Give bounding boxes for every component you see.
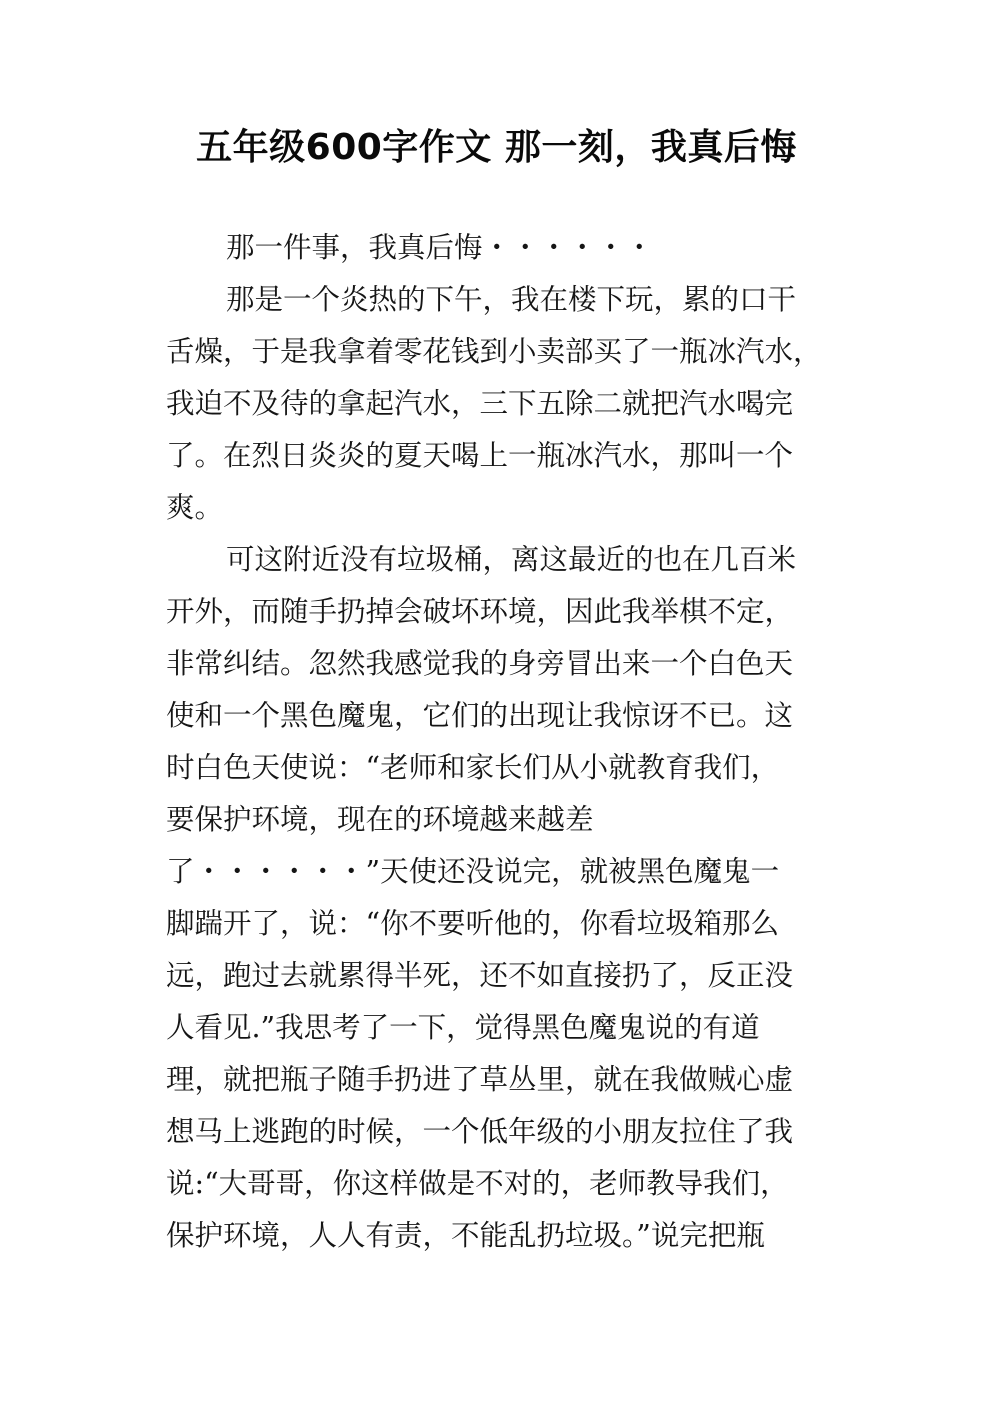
paragraph-line: 开外，而随手扔掉会破坏环境，因此我举棋不定，	[166, 595, 794, 628]
paragraph-line: 要保护环境，现在的环境越来越差	[166, 803, 594, 836]
paragraph-line: 舌燥，于是我拿着零花钱到小卖部买了一瓶冰汽水，	[166, 335, 822, 368]
paragraph-line: 非常纠结。忽然我感觉我的身旁冒出来一个白色天	[166, 647, 794, 680]
paragraph-line: 远，跑过去就累得半死，还不如直接扔了，反正没	[166, 959, 794, 992]
paragraph-line: 保护环境，人人有责，不能乱扔垃圾。”说完把瓶	[166, 1219, 765, 1252]
document-title: 五年级600字作文 那一刻，我真后悔	[196, 127, 797, 168]
paragraph-line: 了。在烈日炎炎的夏天喝上一瓶冰汽水，那叫一个	[166, 439, 794, 472]
paragraph-line: 爽。	[166, 491, 224, 524]
paragraph-line: 那是一个炎热的下午，我在楼下玩，累的口干	[226, 283, 797, 316]
paragraph-line: 理，就把瓶子随手扔进了草丛里，就在我做贼心虚	[166, 1063, 794, 1096]
paragraph-line: 可这附近没有垃圾桶，离这最近的也在几百米	[226, 543, 797, 576]
paragraph-line: 使和一个黑色魔鬼，它们的出现让我惊讶不已。这	[166, 699, 794, 732]
paragraph-line: 脚踹开了，说：“你不要听他的，你看垃圾箱那么	[166, 907, 780, 940]
paragraph-line: 人看见.”我思考了一下，觉得黑色魔鬼说的有道	[166, 1011, 760, 1044]
paragraph-line: 那一件事，我真后悔・・・・・・	[226, 231, 654, 264]
paragraph-line: 我迫不及待的拿起汽水，三下五除二就把汽水喝完	[166, 387, 794, 420]
paragraph-line: 了・・・・・・”天使还没说完，就被黑色魔鬼一	[166, 855, 780, 888]
paragraph-line: 时白色天使说：“老师和家长们从小就教育我们，	[166, 751, 780, 784]
paragraph-line: 想马上逃跑的时候，一个低年级的小朋友拉住了我	[166, 1115, 794, 1148]
document-body	[166, 222, 836, 1262]
paragraph-line: 说:“大哥哥，你这样做是不对的，老师教导我们，	[166, 1167, 789, 1200]
